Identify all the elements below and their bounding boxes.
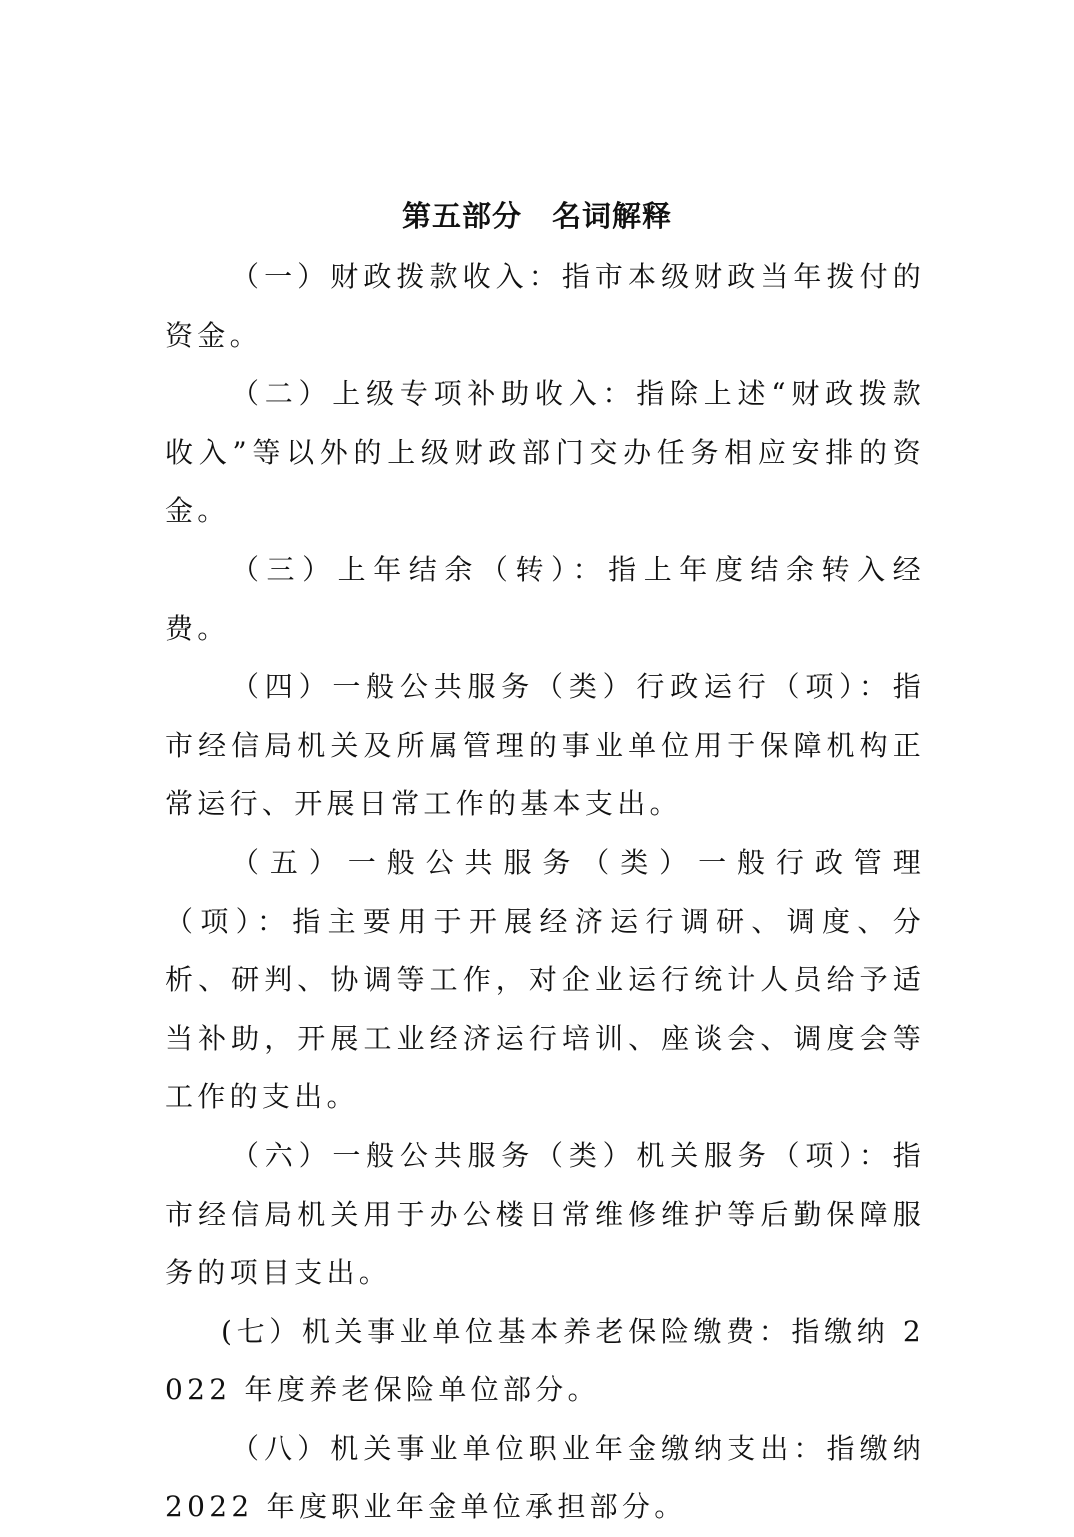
paragraph-6: （六）一般公共服务（类）机关服务（项）：指市经信局机关用于办公楼日常维修维护等后勤保障服务的项目支出。	[165, 1138, 925, 1290]
paragraph-3: （三）上年结余（转）：指上年度结余转入经费。	[165, 552, 925, 645]
paragraph-1: （一）财政拨款收入：指市本级财政当年拨付的资金。	[165, 260, 925, 352]
paragraph-4: （四）一般公共服务（类）行政运行（项）：指市经信局机关及所属管理的事业单位用于保障机构正常运行、开展日常工作的基本支出。	[165, 670, 925, 821]
document-body	[165, 248, 925, 1537]
paragraph-2: （二）上级专项补助收入：指除上述“财政拨款收入”等以外的上级财政部门交办任务相应安排的资金。	[165, 377, 925, 528]
paragraph-5: （五）一般公共服务（类）一般行政管理（项）：指主要用于开展经济运行调研、调度、分析、研判、协调等工作，对企业运行统计人员给予适当补助，开展工业经济运行培训、座谈会、调度会等工作的支出。	[165, 845, 925, 1114]
paragraph-7: (七）机关事业单位基本养老保险缴费：指缴纳 2022 年度养老保险单位部分。	[165, 1314, 925, 1407]
section-title: 第五部分 名词解释	[401, 199, 672, 233]
paragraph-8: （八）机关事业单位职业年金缴纳支出：指缴纳 2022 年度职业年金单位承担部分。	[165, 1431, 925, 1524]
